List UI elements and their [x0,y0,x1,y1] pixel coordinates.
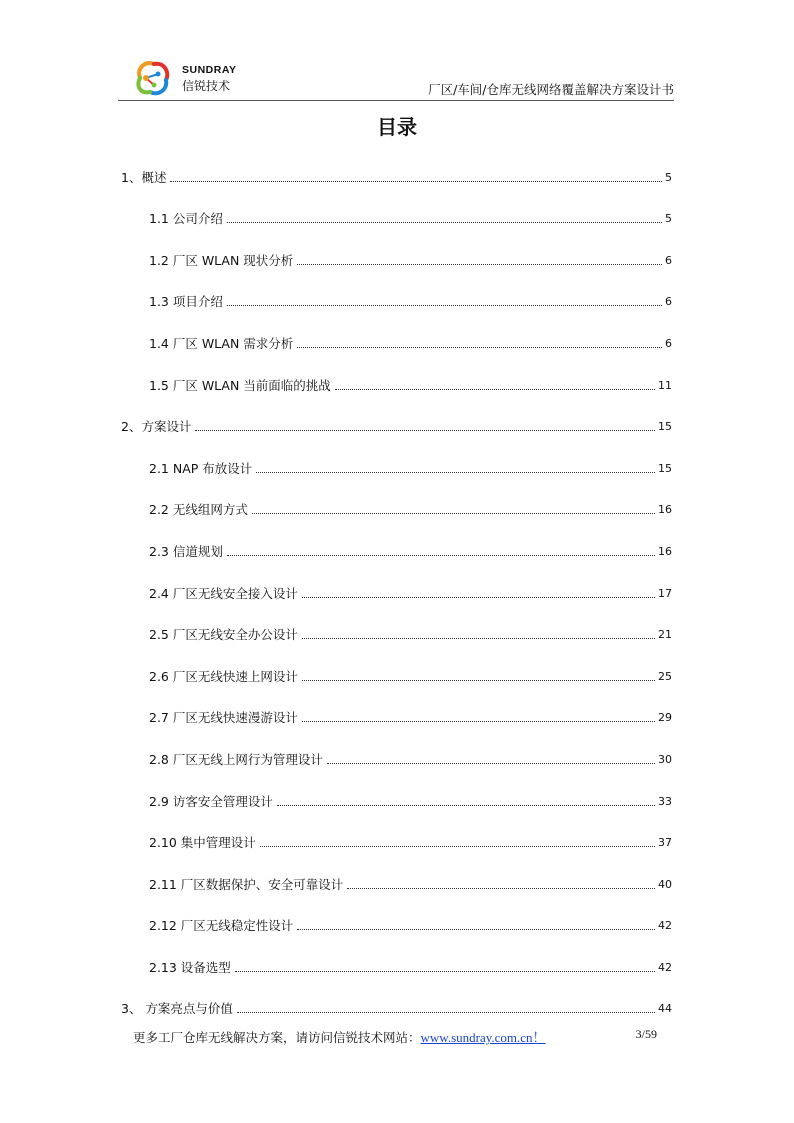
toc-entry-page: 6 [665,295,672,309]
toc-entry-title: 1.1 公司介绍 [149,211,223,227]
brand-name-en: SUNDRAY [182,64,237,76]
toc-entry-title: 1.3 项目介绍 [149,294,223,310]
toc-entry-page: 21 [658,628,672,642]
toc-entry[interactable] [118,434,672,476]
toc-entry-title: 2.9 访客安全管理设计 [149,793,273,809]
toc-entry-title: 1.5 厂区 WLAN 当前面临的挑战 [149,377,331,393]
toc-entry-title: 2.12 厂区无线稳定性设计 [149,918,294,934]
toc-heading: 目录 [377,115,417,139]
toc-dot-leader [302,721,655,722]
toc-dot-leader [302,638,655,639]
toc-entry[interactable] [118,684,672,726]
toc-entry[interactable] [118,809,672,851]
toc-entry[interactable] [118,725,672,767]
toc-dot-leader [297,347,662,348]
toc-dot-leader [256,472,655,473]
toc-entry-page: 42 [658,960,672,974]
toc-entry-page: 29 [658,711,672,725]
toc-entry[interactable] [118,143,672,185]
toc-entry-page: 25 [658,669,672,683]
toc-dot-leader [327,763,655,764]
toc-entry-title: 3、 方案亮点与价值 [121,1001,233,1017]
sundray-logo-icon [132,58,172,98]
toc-entry[interactable] [118,309,672,351]
toc-dot-leader [235,971,655,972]
toc-entry-page: 5 [665,170,672,184]
toc-dot-leader [237,1012,655,1013]
toc-entry-title: 2.13 设备选型 [149,959,231,975]
table-of-contents [118,143,672,1016]
toc-entry[interactable] [118,850,672,892]
toc-entry-title: 2、方案设计 [121,419,192,435]
toc-dot-leader [260,846,655,847]
toc-entry[interactable] [118,393,672,435]
brand-name-cn: 信锐技术 [182,79,231,93]
toc-entry[interactable] [118,975,672,1017]
page-footer [133,1027,657,1046]
page-number: 3/59 [635,1027,657,1041]
toc-entry[interactable] [118,476,672,518]
toc-dot-leader [252,513,655,514]
toc-entry-page: 17 [658,586,672,600]
toc-entry-title: 2.1 NAP 布放设计 [149,460,253,476]
toc-entry-title: 2.5 厂区无线安全办公设计 [149,627,298,643]
toc-entry[interactable] [118,517,672,559]
toc-entry-page: 16 [658,503,672,517]
toc-entry[interactable] [118,226,672,268]
toc-entry-title: 2.3 信道规划 [149,543,223,559]
toc-entry[interactable] [118,559,672,601]
toc-entry-title: 2.2 无线组网方式 [149,502,248,518]
toc-entry-title: 2.6 厂区无线快速上网设计 [149,668,298,684]
toc-entry[interactable] [118,767,672,809]
toc-entry-page: 15 [658,461,672,475]
toc-entry[interactable] [118,601,672,643]
toc-entry-page: 16 [658,544,672,558]
toc-dot-leader [302,597,655,598]
toc-entry[interactable] [118,351,672,393]
toc-entry-title: 2.10 集中管理设计 [149,835,256,851]
toc-dot-leader [170,181,662,182]
toc-dot-leader [297,264,662,265]
toc-dot-leader [335,389,655,390]
toc-entry-page: 11 [658,378,672,392]
toc-entry-page: 42 [658,919,672,933]
toc-entry-page: 5 [665,212,672,226]
toc-entry-page: 40 [658,877,672,891]
toc-dot-leader [347,888,655,889]
toc-entry-title: 2.7 厂区无线快速漫游设计 [149,710,298,726]
toc-dot-leader [227,305,662,306]
toc-dot-leader [195,430,655,431]
toc-entry-page: 15 [658,420,672,434]
toc-entry[interactable] [118,185,672,227]
toc-entry-page: 6 [665,253,672,267]
toc-entry-page: 44 [658,1002,672,1016]
toc-entry-title: 2.4 厂区无线安全接入设计 [149,585,298,601]
toc-entry-page: 37 [658,836,672,850]
toc-entry[interactable] [118,892,672,934]
toc-dot-leader [302,680,655,681]
toc-entry-title: 1.2 厂区 WLAN 现状分析 [149,252,294,268]
toc-entry-page: 33 [658,794,672,808]
toc-entry-page: 6 [665,336,672,350]
footer-website-link[interactable]: www.sundray.com.cn！ [420,1030,546,1045]
toc-entry[interactable] [118,933,672,975]
toc-dot-leader [277,805,655,806]
toc-entry[interactable] [118,642,672,684]
toc-entry[interactable] [118,268,672,310]
toc-entry-title: 2.8 厂区无线上网行为管理设计 [149,751,323,767]
toc-entry-title: 2.11 厂区数据保护、安全可靠设计 [149,876,344,892]
footer-text: 更多工厂仓库无线解决方案，请访问信锐技术网站： [133,1030,421,1045]
toc-entry-page: 30 [658,752,672,766]
toc-dot-leader [227,555,655,556]
toc-entry-title: 1、概述 [121,169,167,185]
document-title: 厂区/车间/仓库无线网络覆盖解决方案设计书 [428,82,674,97]
toc-dot-leader [227,222,662,223]
toc-entry-title: 1.4 厂区 WLAN 需求分析 [149,335,294,351]
page-header [118,52,674,101]
toc-dot-leader [297,929,655,930]
